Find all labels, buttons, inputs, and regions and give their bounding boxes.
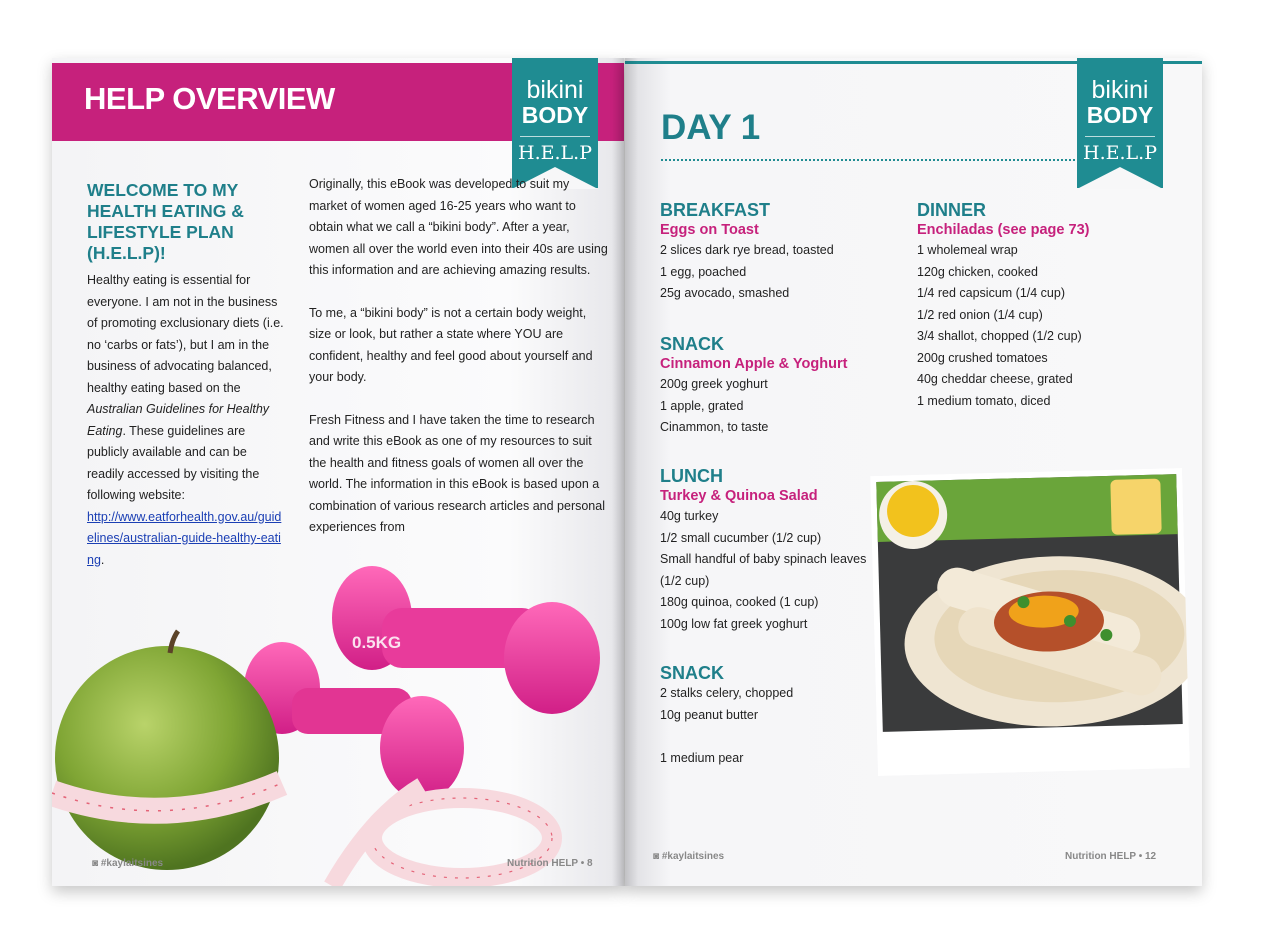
left-page [52, 58, 624, 886]
meal-dish: Eggs on Toast [660, 222, 759, 238]
enchiladas-photo [870, 468, 1190, 776]
ingredient: 1/2 small cucumber (1/2 cup) [660, 530, 822, 545]
meal-dish: Cinnamon Apple & Yoghurt [660, 356, 848, 372]
green-apple-icon [55, 631, 279, 870]
meal-dinner [917, 200, 1089, 412]
fitness-illustration [52, 548, 624, 886]
ingredient: 1 apple, grated [660, 398, 744, 413]
ingredient: 1 medium pear [660, 750, 744, 765]
ingredient: (1/2 cup) [660, 573, 710, 588]
logo-line-2: BODY [521, 102, 589, 128]
ingredient: 3/4 shallot, chopped (1/2 cup) [917, 329, 1082, 343]
ingredient: 40g turkey [660, 509, 719, 523]
logo-line-2: BODY [1086, 102, 1154, 128]
meal-dish: Turkey & Quinoa Salad [660, 488, 818, 504]
intro-column [87, 270, 287, 571]
guidelines-title: Australian Guidelines for Healthy Eating [87, 402, 270, 438]
background-paragraph-3: Fresh Fitness and I have taken the time to research and write this eBook as one of my resources to suit the health and fitness goals of women all over the world. The information in this eBook is based upon a combination of various research articles and personal experiences from [309, 412, 605, 534]
meal-heading: LUNCH [660, 466, 723, 486]
ingredient [660, 726, 793, 748]
intro-text-a: Healthy eating is essential for everyone. I am not in the business of promoting exclusionary diets (i.e. no ‘carbs or fats’), but I am in the business of advocating balanced, healthy eating based on the [87, 273, 284, 395]
instagram-icon: ◙ [653, 851, 662, 862]
logo-line-3: H.E.L.P [1083, 142, 1157, 164]
background-column [309, 174, 609, 560]
background-paragraph-2: To me, a “bikini body” is not a certain body weight, size or look, but rather a state where YOU are confident, healthy and feel good about yourself and your body. [309, 305, 593, 384]
ingredient-list [660, 240, 834, 305]
background-paragraph-1: Originally, this eBook was developed to suit my market of women aged 16-25 years who want to obtain what we call a “bikini body”. After a year, women all over the world even into their 40s are using this information and are achieving amazing results. [309, 177, 608, 277]
ingredient: 10g peanut butter [660, 707, 758, 722]
open-ebook [52, 58, 1202, 888]
meal-snack-2 [660, 663, 793, 769]
book-gutter [612, 58, 638, 886]
ingredient: Cinammon, to taste [660, 420, 769, 434]
ingredient: Small handful of baby spinach leaves [660, 552, 867, 566]
ingredient: 1/4 red capsicum (1/4 cup) [917, 286, 1065, 300]
logo-divider [520, 136, 590, 137]
instagram-icon: ◙ [92, 858, 101, 869]
dumbbell-weight-label: 0.5KG [352, 633, 402, 652]
ingredient: 1 medium tomato, diced [917, 393, 1051, 408]
logo-divider [1085, 136, 1155, 137]
dotted-divider [661, 159, 1111, 161]
link-period: . [100, 552, 105, 567]
footer-handle: ◙ #kaylaitsines [653, 851, 725, 862]
ingredient: 100g low fat greek yoghurt [660, 616, 808, 631]
page-title: HELP OVERVIEW [84, 81, 335, 116]
ingredient: 200g greek yoghurt [660, 377, 768, 391]
ingredient: 2 stalks celery, chopped [660, 686, 794, 700]
ingredient-list [660, 683, 793, 769]
day-title: DAY 1 [661, 108, 761, 147]
meal-breakfast [660, 200, 834, 305]
page-number: Nutrition HELP • 8 [507, 858, 593, 869]
meal-heading: DINNER [917, 200, 987, 220]
eatforhealth-link[interactable]: http://www.eatforhealth.gov.au/guidelines/australian-guide-healthy-eating [87, 509, 282, 567]
ingredient: 180g quinoa, cooked (1 cup) [660, 595, 819, 609]
meal-dish: Enchiladas (see page 73) [917, 222, 1090, 238]
intro-text-b: . These guidelines are publicly available and can be readily accessed by visiting the following website: [87, 423, 260, 502]
footer-handle: ◙ #kaylaitsines [92, 858, 164, 869]
ingredient-list [917, 240, 1089, 412]
ingredient: 2 slices dark rye bread, toasted [660, 243, 834, 257]
meal-lunch [660, 466, 866, 635]
meal-heading: SNACK [660, 334, 725, 354]
ingredient: 25g avocado, smashed [660, 286, 790, 300]
bikini-body-help-logo [512, 58, 598, 188]
ingredient: 200g crushed tomatoes [917, 350, 1048, 365]
logo-line-3: H.E.L.P [518, 142, 592, 164]
meal-snack-1 [660, 334, 847, 439]
meal-heading: SNACK [660, 663, 725, 683]
ingredient: 1 wholemeal wrap [917, 243, 1018, 257]
ingredient: 120g chicken, cooked [917, 264, 1038, 279]
page-number: Nutrition HELP • 12 [1065, 851, 1157, 862]
meal-heading: BREAKFAST [660, 200, 771, 220]
welcome-heading: WELCOME TO MY HEALTH EATING & LIFESTYLE PLAN (H.E.L.P)! [87, 180, 244, 263]
logo-line-1: bikini [526, 76, 584, 104]
ingredient: 1/2 red onion (1/4 cup) [917, 307, 1043, 322]
ingredient-list [660, 374, 847, 439]
ingredient: 1 egg, poached [660, 264, 747, 279]
ingredient-list [660, 506, 866, 635]
bikini-body-help-logo [1077, 58, 1163, 188]
ingredient: 40g cheddar cheese, grated [917, 372, 1073, 386]
logo-line-1: bikini [1091, 76, 1149, 104]
